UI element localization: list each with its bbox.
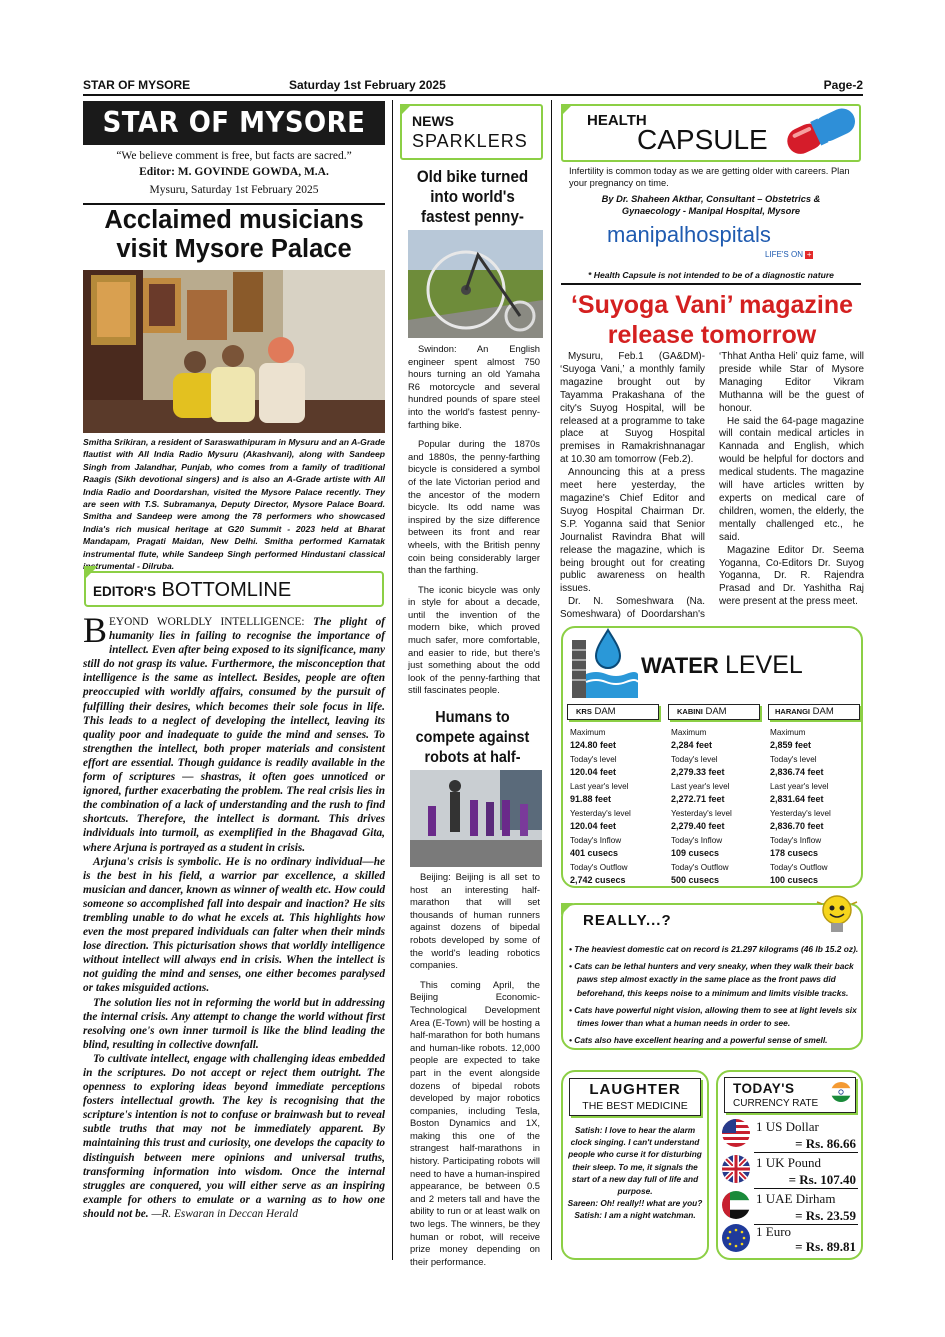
sparkler2-headline: Humans to compete against robots at half- bbox=[415, 709, 530, 766]
harangi-yest: 2,836.70 feet bbox=[770, 821, 824, 831]
manipal-logo-b: hospitals bbox=[684, 222, 771, 247]
column-rule bbox=[392, 100, 393, 1260]
harangi-last-label: Last year's level bbox=[770, 782, 829, 791]
uk-flag-icon bbox=[722, 1155, 750, 1183]
kabini-yest: 2,279.40 feet bbox=[671, 821, 725, 831]
currency-row-aed bbox=[722, 1191, 862, 1227]
currency-unit: 1 UAE Dirham bbox=[756, 1191, 836, 1206]
krs-today: 120.04 feet bbox=[570, 767, 617, 777]
harangi-stats bbox=[770, 726, 860, 887]
lightbulb-icon bbox=[815, 892, 859, 945]
editorial-p2: Arjuna's crisis is symbolic. He is no ordinary individual—he is the best in his field, a warrior par excellence, a skilled musician and dancer, known as winner of wealth etc. How could someone so accomplished fall into despair and inaction? He sits trembling unable to do what he excels at. This highlights how even the most prepared individuals can falter when their minds lose direction. This picturisation shows that worldly intelligence without intellect will always end in crisis. When the intellect is not guiding the mind and senses, one either becomes paralysed or takes misguided actions. bbox=[83, 855, 385, 995]
sparkler1-headline: Old bike turned into world's fastest penny- bbox=[416, 168, 529, 226]
robot-marathon-photo bbox=[410, 770, 542, 867]
musicians-photo-illustration bbox=[83, 270, 385, 433]
laughter-line-2: Sareen: Oh! really!! what are you? bbox=[567, 1198, 703, 1209]
bullet: • bbox=[569, 961, 575, 972]
bullet: • bbox=[569, 1004, 575, 1015]
suyoga-headline: ‘Suyoga Vani’ magazine release tomorrow bbox=[570, 291, 854, 349]
really-item-text: The heaviest domestic cat on record is 21.297 kilograms (46 lb 15.2 oz). bbox=[574, 944, 859, 954]
water-label-b: LEVEL bbox=[724, 651, 803, 679]
harangi-yest-label: Yesterday's level bbox=[770, 809, 831, 818]
currency-value: = Rs. 23.59 bbox=[795, 1208, 856, 1223]
currency-label-a: TODAY'S bbox=[733, 1081, 795, 1096]
sparkler1-p1: Swindon: An English engineer spent almost 750 hours turning an old Yamaha R6 motorcycle and several hundred pounds of spare steel into the world's fastest penny-farthing bike. bbox=[408, 343, 540, 430]
harangi-max-label: Maximum bbox=[770, 728, 806, 737]
kabini-outflow-label: Today's Outflow bbox=[671, 863, 729, 872]
divider bbox=[754, 1152, 858, 1153]
editorial-credit: —R. Eswaran in Deccan Herald bbox=[151, 1207, 298, 1220]
krs-dam-tag bbox=[567, 704, 659, 720]
kabini-last: 2,272.71 feet bbox=[671, 794, 725, 804]
kabini-today-label: Today's level bbox=[671, 755, 718, 764]
divider bbox=[754, 1188, 858, 1189]
manipal-tagline bbox=[765, 250, 813, 259]
harangi-today: 2,836.74 feet bbox=[770, 767, 824, 777]
editorial-p1: The plight of humanity lies in failing to recognise the importance of intellect. Even after being exposed to its significance, many still do not grasp its value. Furthermore, the misconception that intelligence is the same as intellect. Besides, people are often preoccupied with worldly affairs, consumed by the pursuit of fulfilling their desires, which becomes their sole focus in life. This leads to a neglect of developing the intellect, leaving its quality poor and inadequate to guide the mind and senses. To strengthen the intellect, both proper materials and consistent effort are essential. Though guidance is readily available in the form of scriptures — shastras, it often goes unnoticed or ignored, further exacerbating the problem. The real crisis lies in the combination of a lack of understanding and the rush to find shortcuts. Therefore, the intellect is dormant. This drives individuals into turmoil, as exemplified in the Bhagavad Gita, where Arjuna is portrayed as a student in crisis. bbox=[83, 616, 385, 854]
penny-farthing-illustration bbox=[408, 230, 543, 338]
currency-value: = Rs. 86.66 bbox=[795, 1136, 856, 1151]
header-date: Saturday 1st February 2025 bbox=[289, 78, 446, 92]
suyoga-p1: Mysuru, Feb.1 (GA&DM)- ‘Suyoga Vani,’ a monthly family magazine brought out by Tayamma Prakashana of the city's Suyog Hospital, will be released at a programme to take place at Suyog Hospital premises in Ramakrishnanagar at 10.30 am tomorrow (Feb.2). bbox=[560, 351, 705, 466]
masthead-editor: Editor: M. GOVINDE GOWDA, M.A. bbox=[139, 166, 329, 178]
really-item-text: Cats can be lethal hunters and very sneaky, when they walk their back paws step almost exactly in the same place as the front paws did beforehand, this keeps noise to a minimum and limits visible tracks. bbox=[574, 961, 854, 998]
currency-unit: 1 Euro bbox=[756, 1224, 792, 1239]
kabini-last-label: Last year's level bbox=[671, 782, 730, 791]
corner-ornament bbox=[400, 104, 412, 116]
krs-name: KRS bbox=[576, 707, 592, 716]
really-item-text: Cats also have excellent hearing and a powerful sense of smell. bbox=[574, 1035, 828, 1046]
harangi-today-label: Today's level bbox=[770, 755, 817, 764]
manipal-logo-a: manipal bbox=[607, 222, 685, 247]
currency-value: = Rs. 107.40 bbox=[788, 1172, 856, 1187]
health-label-b: CAPSULE bbox=[637, 124, 768, 155]
krs-dam-word: DAM bbox=[594, 706, 616, 717]
plus-icon: + bbox=[806, 250, 812, 259]
krs-max: 124.80 feet bbox=[570, 740, 617, 750]
harangi-outflow-label: Today's Outflow bbox=[770, 863, 828, 872]
health-label-a: HEALTH bbox=[587, 112, 647, 129]
currency-label-b: CURRENCY RATE bbox=[733, 1098, 819, 1109]
really-list bbox=[569, 943, 861, 1051]
krs-yest-label: Yesterday's level bbox=[570, 809, 631, 818]
eu-flag-icon bbox=[722, 1224, 750, 1252]
krs-today-label: Today's level bbox=[570, 755, 617, 764]
laughter-label-a: LAUGHTER bbox=[589, 1081, 681, 1098]
laughter-line-1: Satish: I love to hear the alarm clock singing. I can't understand people who curse it for disturbing their sleep. To me, it signals the start of a new day full of life and purpose. bbox=[568, 1125, 702, 1197]
sparkler1-p2: Popular during the 1870s and 1880s, the penny-farthing bicycle is considered a symbol of the late Victorian period and the ancestor of the modern bicycle. Its odd name was inspired by the size difference between its front and rear wheels, with the British penny coin being considerably larger than the farthing. bbox=[408, 438, 540, 576]
kabini-yest-label: Yesterday's level bbox=[671, 809, 732, 818]
sparklers-label-b: SPARKLERS bbox=[412, 131, 528, 151]
krs-inflow-label: Today's Inflow bbox=[570, 836, 622, 845]
header-paper: STAR OF MYSORE bbox=[83, 78, 191, 92]
currency-row-gbp bbox=[722, 1155, 862, 1191]
us-flag-icon bbox=[722, 1119, 750, 1147]
currency-value: = Rs. 89.81 bbox=[795, 1239, 856, 1254]
kabini-dam-tag bbox=[668, 704, 760, 720]
suyoga-p2: Announcing this at a press meet here yesterday, the magazine's Chief Editor and Suyog Hospital Chairman Dr. S.P. Yoganna said that Senior Journalist Ravindra Bhat will release the magazine, which is being brought out for creating public awareness on health issues. bbox=[560, 467, 705, 595]
krs-yest: 120.04 feet bbox=[570, 821, 617, 831]
penny-farthing-photo bbox=[408, 230, 543, 338]
krs-last-label: Last year's level bbox=[570, 782, 629, 791]
kabini-dam-word: DAM bbox=[705, 706, 727, 717]
kabini-max-label: Maximum bbox=[671, 728, 707, 737]
currency-row-eur bbox=[722, 1224, 862, 1258]
bullet: • bbox=[569, 1035, 575, 1046]
india-flag-icon bbox=[830, 1081, 852, 1108]
divider bbox=[83, 203, 385, 205]
kabini-name: KABINI bbox=[677, 707, 703, 716]
really-item bbox=[569, 1034, 861, 1047]
sparkler2-body bbox=[410, 871, 540, 1275]
suyoga-body bbox=[560, 351, 864, 622]
editorial-label bbox=[93, 578, 333, 602]
masthead-dateline: Mysuru, Saturday 1st February 2025 bbox=[149, 184, 319, 196]
corner-ornament bbox=[561, 104, 573, 116]
editorial-p4: To cultivate intellect, engage with challenging ideas embedded in the scriptures. Do not accept or reject them outright. The openness to exploring ideas beyond immediate perceptions fosters intellectual growth. The key is recognising that the scripture's intention is not to confuse or brainwash but to reveal subtle truths that may not be immediately apparent. By maintaining this trust and curiosity, one develops the capacity to distinguish between mere opinions and universal truths, transforming information into wisdom. Once the internal struggles are conquered, you will either serve as an inspiring example for others to emulate or a warning as to how one should not be. bbox=[83, 1052, 385, 1220]
water-dam-icon bbox=[568, 628, 638, 703]
currency-unit: 1 US Dollar bbox=[756, 1119, 819, 1134]
sparkler2-p1: Beijing: Beijing is all set to host an interesting half-marathon that will set thousands of human runners against dozens of bipedal robots developed by some of the world's leading robotics companies. bbox=[410, 871, 540, 971]
sparklers-label-a: NEWS bbox=[412, 113, 454, 129]
suyoga-p4: He said the 64-page magazine will contain medical articles in Kannada and English, which would be helpful for doctors and medical students. The magazine will have articles written by experts on medical care of children, women, the elderly, the mentally challenged etc., he said. bbox=[719, 415, 864, 543]
krs-last: 91.88 feet bbox=[570, 794, 612, 804]
krs-outflow: 2,742 cusecs bbox=[570, 875, 626, 885]
harangi-outflow: 100 cusecs bbox=[770, 875, 819, 885]
harangi-dam-word: DAM bbox=[812, 706, 834, 717]
suyoga-p5: Magazine Editor Dr. Seema Yoganna, Co-Editors Dr. Suyog Yoganna, Dr. R. Rajendra Prasad and Dr. Yashitha Raj were present at the press meet. bbox=[719, 544, 864, 608]
water-label-a: WATER bbox=[641, 653, 719, 678]
masthead-motto: “We believe comment is free, but facts are sacred.” bbox=[116, 150, 352, 162]
really-item bbox=[569, 943, 861, 956]
editorial-label-a: EDITOR'S bbox=[93, 584, 156, 599]
kabini-max: 2,284 feet bbox=[671, 740, 713, 750]
lead-photo bbox=[83, 270, 385, 433]
sparkler1-body bbox=[408, 343, 540, 704]
really-item bbox=[569, 1004, 861, 1030]
bullet: • bbox=[569, 944, 575, 954]
manipal-logo bbox=[607, 222, 771, 248]
currency-row-usd bbox=[722, 1119, 862, 1155]
sparkler1-p3: The iconic bicycle was only in style for about a decade, until the invention of the modern bike, which proved much safer, more comfortable, and easier to ride, but there's just something about the odd look of the penny-farthing that still fascinates people. bbox=[408, 583, 540, 696]
kabini-inflow-label: Today's Inflow bbox=[671, 836, 723, 845]
robot-runners-illustration bbox=[410, 770, 542, 867]
suyoga-p3: Dr. N. Someshwara (Na. Someshwara) of Doordarshan's ‘Thhat Antha Heli’ quiz fame, will preside while Star of Mysore Managing Editor Vikram Muthanna will be the guest of honour. bbox=[560, 351, 864, 621]
harangi-last: 2,831.64 feet bbox=[770, 794, 824, 804]
sparkler2-p2: This coming April, the Beijing Economic-Technological Development Area (E-Town) will be hosting a half-marathon for both humans and human-like robots. 12,000 people are expected to take part in the event alongside dozens of bipedal robots developed by major robotics companies, including Tesla, Boston Dynamics and 1X, making this one of the strangest half-marathons in history. Participating robots will need to have a human-inspired appearance, be between 0.5 and 2 meters tall and have the ability to run or at least walk on two legs. The winners, be they human or robot, will receive prize money depending on their performance. bbox=[410, 978, 540, 1267]
lead-caption: Smitha Srikiran, a resident of Saraswathipuram in Mysuru and an A-Grade flautist with All India Radio Mysuru (Akashvani), along with Sandeep Singh from Jalandhar, Punjab, who comes from a family of traditional Raagis (Sikh devotional singers) and is also an A-Grade artiste with All India Radio and Doordarshan, visited the Mysore Palace recently. They are seen with T.S. Subramanya, Deputy Director, Mysore Palace Board. Smitha and Sandeep were among the 78 performers who showcased India's rich musical heritage at G20 Summit - 2023 held at Bharat Mandapam, Pragati Maidan, New Delhi. Smitha performed Karnatak instrumental flute, while Sandeep Singh performed Hindustani classical instrumental - Dilruba. bbox=[83, 437, 385, 572]
uae-flag-icon bbox=[722, 1191, 750, 1219]
capsule-icon bbox=[780, 106, 864, 165]
water-label bbox=[641, 651, 803, 680]
krs-inflow: 401 cusecs bbox=[570, 848, 619, 858]
really-item bbox=[569, 960, 861, 1000]
laughter-body bbox=[566, 1124, 704, 1222]
health-disclaimer: * Health Capsule is not intended to be of a diagnostic nature bbox=[588, 270, 834, 280]
krs-max-label: Maximum bbox=[570, 728, 606, 737]
health-text: Infertility is common today as we are getting older with careers. Plan your pregnancy on time. bbox=[569, 166, 850, 188]
kabini-outflow: 500 cusecs bbox=[671, 875, 720, 885]
currency-unit: 1 UK Pound bbox=[756, 1155, 822, 1170]
lead-headline: Acclaimed musicians visit Mysore Palace bbox=[104, 206, 364, 263]
column-rule bbox=[551, 100, 552, 1260]
kabini-inflow: 109 cusecs bbox=[671, 848, 720, 858]
harangi-inflow: 178 cusecs bbox=[770, 848, 819, 858]
kabini-today: 2,279.33 feet bbox=[671, 767, 725, 777]
editorial-label-b: BOTTOMLINE bbox=[161, 579, 292, 601]
harangi-inflow-label: Today's Inflow bbox=[770, 836, 822, 845]
editorial-body bbox=[83, 610, 385, 1221]
laughter-label bbox=[569, 1078, 701, 1116]
editorial-lead-caps: EYOND WORLDLY INTELLIGENCE: bbox=[109, 616, 305, 628]
divider bbox=[561, 283, 861, 285]
manipal-tag-text: LIFE'S ON bbox=[765, 250, 803, 259]
health-byline: By Dr. Shaheen Akthar, Consultant – Obstetrics & Gynaecology - Manipal Hospital, Mysore bbox=[601, 194, 821, 216]
harangi-max: 2,859 feet bbox=[770, 740, 812, 750]
really-label: REALLY...? bbox=[583, 912, 672, 929]
dropcap: B bbox=[83, 610, 108, 650]
harangi-dam-tag bbox=[768, 704, 860, 720]
header-page: Page-2 bbox=[823, 78, 863, 92]
krs-outflow-label: Today's Outflow bbox=[570, 863, 628, 872]
krs-stats bbox=[570, 726, 665, 887]
page-header bbox=[83, 76, 863, 96]
really-item-text: Cats have powerful night vision, allowing them to see at light levels six times lower than what a human needs in order to see. bbox=[574, 1004, 857, 1029]
harangi-name: HARANGI bbox=[775, 707, 810, 716]
kabini-stats bbox=[671, 726, 766, 887]
laughter-label-b: THE BEST MEDICINE bbox=[582, 1100, 688, 1112]
corner-ornament bbox=[561, 903, 573, 915]
masthead-title: STAR OF MYSORE bbox=[83, 101, 385, 145]
laughter-line-3: Satish: I am a night watchman. bbox=[574, 1210, 696, 1221]
editorial-p3: The solution lies not in reforming the world but in addressing the internal crisis. Any attempt to change the world without first resolving one's own inner turmoil is like the blind leading the blind, resulting in collective downfall. bbox=[83, 996, 385, 1051]
